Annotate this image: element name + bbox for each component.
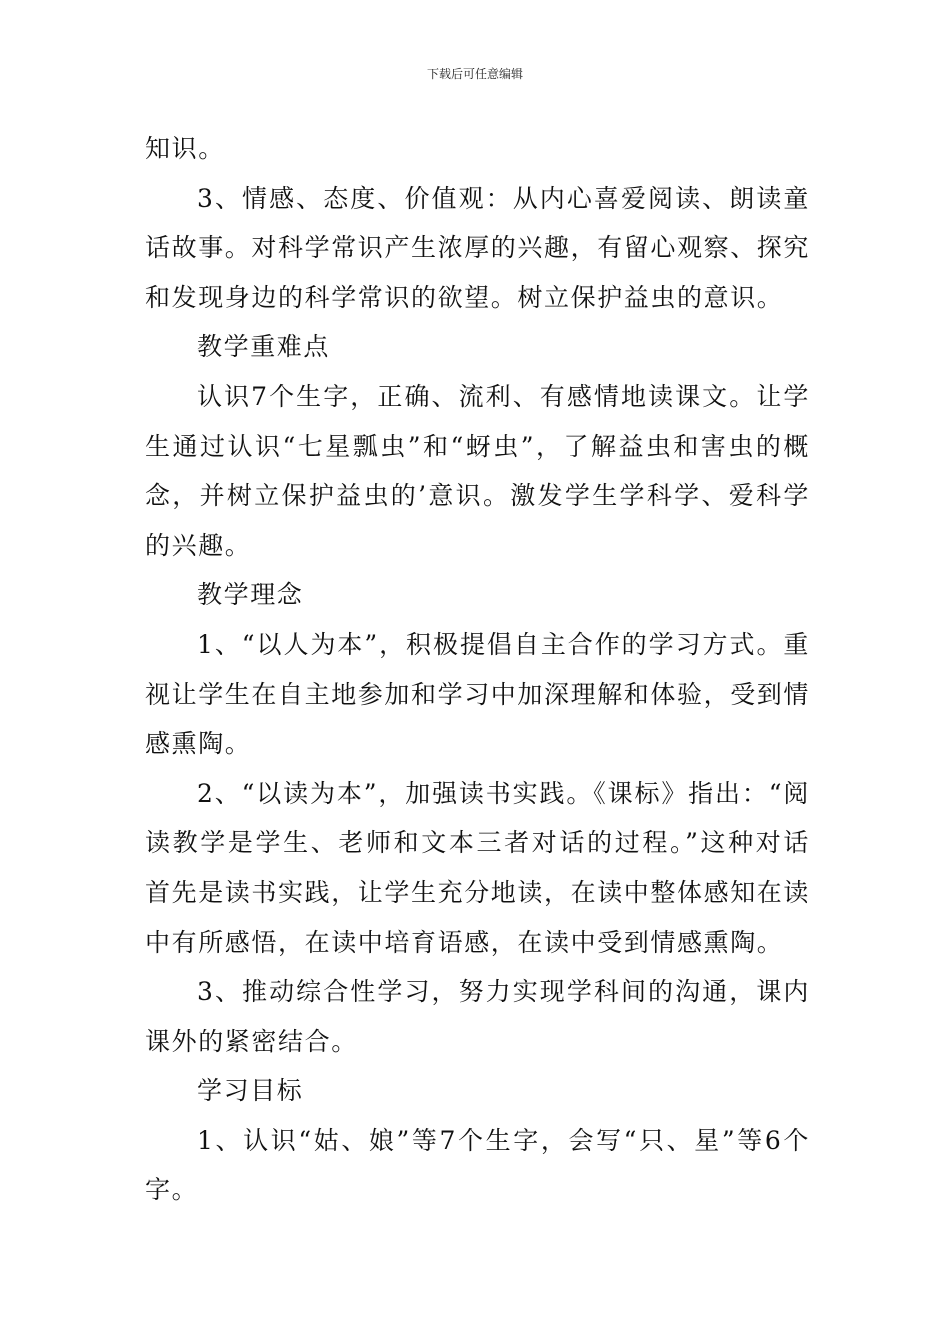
paragraph-philosophy-1: 1、“以人为本”，积极提倡自主合作的学习方式。重视让学生在自主地参加和学习中加深理解和体验，受到情感熏陶。	[145, 629, 811, 759]
paragraph-continuation: 知识。	[145, 134, 225, 163]
paragraph-philosophy-3: 3、推动综合性学习，努力实现学科间的沟通，课内课外的紧密结合。	[145, 977, 810, 1056]
paragraph-learning-goal-1: 1、认识“姑、娘”等7个生字，会写“只、星”等6个字。	[145, 1125, 810, 1205]
section-heading-philosophy: 教学理念	[197, 580, 304, 610]
paragraph-objective-3: 3、情感、态度、价值观：从内心喜爱阅读、朗读童话故事。对科学常识产生浓厚的兴趣，有留心观察、探究和发现身边的科学常识的欲望。树立保护益虫的意识。	[145, 183, 811, 312]
section-heading-learning-goals: 学习目标	[197, 1076, 304, 1106]
paragraph-key-points: 认识7个生字，正确、流利、有感情地读课文。让学生通过认识“七星瓢虫”和“蚜虫”，了解益虫和害虫的概念，并树立保护益虫的’意识。激发学生学科学、爱科学的兴趣。	[145, 381, 810, 560]
page-header: 下载后可任意编辑	[426, 67, 523, 81]
paragraph-philosophy-2: 2、“以读为本”，加强读书实践。《课标》指出：“阅读教学是学生、老师和文本三者对话的过程。”这种对话首先是读书实践，让学生充分地读，在读中整体感知在读中有所感悟，在读中培育语感，在读中受到情感熏陶。	[145, 778, 811, 957]
document-body	[145, 124, 810, 1215]
section-heading-key-points: 教学重难点	[197, 332, 331, 362]
